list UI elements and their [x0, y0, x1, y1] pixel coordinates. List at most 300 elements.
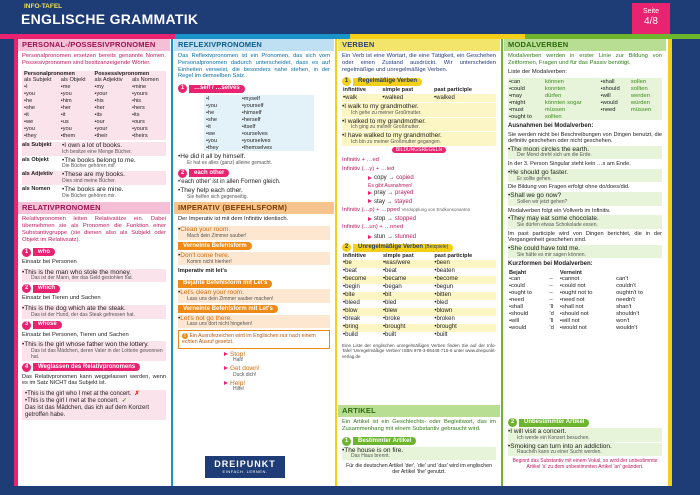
- short-cell: • shall not: [559, 304, 615, 311]
- pronoun-cell: • theirs: [130, 133, 166, 140]
- regular-verb-table: [342, 87, 496, 102]
- rule-stay: stay → stayed: [368, 199, 496, 206]
- relative-items: [18, 248, 170, 361]
- pronoun-example-german: Ich besitze eine Menge Bücher.: [62, 148, 132, 155]
- pronoun-example: [22, 142, 166, 156]
- indefinite-example1-german: Ich werde ein Konzert besuchen.: [517, 434, 590, 441]
- short-cell: can't: [616, 276, 629, 283]
- irregular-cell: • bled: [433, 300, 496, 308]
- pronoun-example-value: [62, 171, 166, 185]
- reflexive-example2: [178, 187, 330, 201]
- irregular-verbs-sub: [342, 243, 496, 252]
- indefinite-note: Beginnt das Substantiv mit einem Vokal, so wird der unbestimmte Artikel 'a' zu dem unbestimmten Artikel 'an' geändert.: [512, 458, 658, 470]
- reflexive-cell: • she: [204, 116, 240, 123]
- pronoun-rows: [22, 84, 166, 140]
- rule-pped: [338, 207, 500, 216]
- relative-omit-german: Das ist das Mädchen, das ich auf dem Konzert getroffen habe.: [25, 405, 150, 419]
- pronoun-cell: • her: [59, 105, 93, 112]
- article-intro: Ein Artikel ist ein Geschlechts- oder Begleitwort, das im Zusammenhang mit einem Substantiv gebraucht wird.: [342, 419, 496, 432]
- modal-cell: • would: [600, 99, 630, 106]
- th-adjective: als Adjektiv: [94, 77, 123, 84]
- imperative-exclamation: [224, 365, 330, 379]
- imperative-exclamation-text: Stop!: [230, 350, 246, 358]
- pronoun-cell: • ours: [130, 119, 166, 126]
- pronoun-cell: • you: [59, 126, 93, 133]
- pronoun-row: [22, 119, 166, 126]
- short-cell: oughtn't to: [616, 290, 643, 297]
- pronoun-row: [22, 105, 166, 112]
- divider-2: [335, 39, 337, 486]
- irregular-cell: • beat: [342, 268, 382, 276]
- irregular-cell: • become: [433, 276, 496, 284]
- relative-omit-label: Weglassen des Relativpronomens: [33, 363, 140, 371]
- pronoun-cell: • it: [59, 112, 93, 119]
- irregular-row: [342, 268, 496, 276]
- imperative-exclamation: [224, 380, 330, 394]
- pronoun-example-text: • The books belong to me.: [62, 157, 136, 164]
- rule-copy-base: copy: [374, 175, 387, 182]
- pronoun-row: [22, 112, 166, 119]
- relative-label: which: [33, 285, 60, 293]
- modal-exception-example-text: He should go faster.: [510, 168, 569, 176]
- exclamation-icon: !: [182, 333, 188, 339]
- reflexive-cell: • herself: [240, 116, 314, 123]
- right-border: [670, 39, 700, 486]
- irregular-verbs-label-note: (Beispiele): [424, 243, 449, 250]
- definite-article-example: [342, 447, 496, 461]
- reflexive-cell: • yourself: [240, 102, 314, 109]
- imperative-exclamation-text: Help!: [230, 379, 246, 387]
- modal-cell: • shall: [600, 78, 630, 85]
- rules-label: BILDUNGSREGELN: [392, 147, 446, 153]
- modal-cell: können: [544, 78, 564, 85]
- short-cell: • ought not to: [559, 290, 615, 297]
- rule-stun-base: stun: [374, 234, 386, 241]
- reflexive-row: [204, 130, 314, 137]
- irregular-cell: • bleed: [342, 300, 382, 308]
- modal-cell: • may: [508, 92, 544, 99]
- pronoun-example-key: als Adjektiv: [22, 171, 53, 178]
- short-cell: won't: [616, 318, 630, 325]
- irregular-cell: • bit: [382, 292, 433, 300]
- relative-example: [22, 341, 166, 360]
- modal-row: [508, 92, 662, 99]
- rule-stay-base: stay: [374, 198, 386, 205]
- relative-number: 3: [22, 321, 31, 330]
- irregular-verbs-label-text: Unregelmäßige Verben: [358, 244, 424, 251]
- irregular-cell: • broke: [382, 316, 433, 324]
- modal-row: [508, 113, 662, 120]
- arrow-icon: [368, 191, 372, 195]
- short-cell: • could not: [559, 283, 615, 290]
- irregular-cell: • bite: [342, 292, 382, 300]
- irregular-cell: • beaten: [433, 268, 496, 276]
- pronoun-example-key: als Subjekt: [22, 142, 52, 149]
- short-forms-table: [508, 270, 662, 333]
- reflexive-sub2-number: 2: [178, 169, 187, 178]
- modal-intro: Modalverben werden in erster Linie zur Bildung von Zeitformen, Fragen und für das Passiv benötigt.: [508, 53, 662, 66]
- regular-example: [342, 132, 496, 146]
- pronoun-row: [22, 84, 166, 91]
- rule-pped-text: Infinitiv (…p) + …pped: [342, 206, 400, 213]
- irregular-row: [342, 292, 496, 300]
- imperative-example2: [178, 252, 330, 266]
- rule-ied: Infinitiv (…y) + …ied: [342, 165, 395, 172]
- regular-verbs-label: Regelmäßige Verben: [353, 78, 422, 86]
- modal-exception-example-text: They may eat some chocolate.: [510, 215, 599, 223]
- section-title-relative: RELATIVPRONOMEN: [18, 202, 170, 214]
- short-cell: shouldn't: [616, 311, 640, 318]
- reflexive-row: [204, 102, 314, 109]
- modal-cell: würden: [630, 99, 650, 106]
- th-personal: Personalpronomen: [24, 70, 75, 77]
- header-kicker: INFO-TAFEL: [24, 3, 63, 10]
- short-cell: • will not: [559, 318, 615, 325]
- pronoun-cell: • yours: [130, 91, 166, 98]
- imperative-example3-text: Let's clean your room.: [180, 289, 245, 297]
- rule-pray-base: pray: [374, 190, 386, 197]
- pronoun-cell: • its: [130, 112, 166, 119]
- short-cell: • would: [508, 325, 549, 332]
- pronoun-example-german: Die Bücher gehören mir.: [62, 163, 116, 170]
- pronoun-row: [22, 98, 166, 105]
- relative-example-german: Das ist der Mann, der das Geld gestohlen hat.: [31, 275, 134, 282]
- pronoun-example: [22, 171, 166, 185]
- pronoun-cell: • my: [93, 84, 130, 91]
- rule-stop-base: stop: [374, 216, 386, 223]
- modal-exception-text: Sie werden nicht bei Beschreibungen von Dingen benutzt, die definitiv geschehen oder nicht geschehen.: [508, 131, 662, 145]
- modal-exception-example-text: She could have told me.: [510, 244, 581, 252]
- pronoun-cell: • its: [93, 112, 130, 119]
- reflexive-cell: • he: [204, 109, 240, 116]
- section-title-article: ARTIKEL: [338, 405, 500, 417]
- pronoun-cell: • your: [93, 126, 130, 133]
- irregular-cell: • became: [382, 276, 433, 284]
- short-forms-label: Kurzformen bei Modalverben:: [508, 261, 593, 268]
- section-title-personal: PERSONAL-/POSSESIVPRONOMEN: [18, 39, 170, 51]
- irregular-row: [342, 276, 496, 284]
- irregular-cell: • built: [382, 332, 433, 340]
- imperative-note-text: Ein Ausrufezeichen wird im Englischen nur nach einem echten Ausruf gesetzt.: [182, 333, 316, 346]
- rule-exception: Es gibt Ausnahmen!: [368, 182, 413, 189]
- relative-sub: [22, 284, 166, 293]
- imperative-example1-german: Mach dein Zimmer sauber!: [187, 232, 247, 239]
- modal-exception-example: [508, 215, 662, 229]
- irregular-row: [342, 300, 496, 308]
- irregular-cell: • begin: [342, 284, 382, 292]
- imperative-example4-text: Let's not go there.: [180, 314, 233, 322]
- reg-simple-past: • walked: [381, 94, 433, 102]
- imperative-example1: [178, 226, 330, 240]
- th-object: als Objekt: [60, 77, 86, 84]
- regular-example-german: Ich gehe zu meiner Großmutter.: [351, 109, 422, 116]
- modal-exception-example-german: Der Mond dreht sich um die Erde.: [517, 152, 592, 159]
- reflexive-example2-german: Sie helfen sich gegenseitig.: [187, 193, 248, 200]
- pronoun-cell: • his: [93, 98, 130, 105]
- rule-stun: stun → stunned: [368, 234, 496, 241]
- pronoun-cell: • mine: [130, 84, 166, 91]
- modal-row: [508, 85, 662, 92]
- rule-pray: pray → prayed: [368, 190, 496, 197]
- regular-example-text: I walked to my grandmother.: [344, 117, 426, 125]
- irregular-row: [342, 332, 496, 340]
- irregular-cell: • bled: [382, 300, 433, 308]
- pronoun-cell: • you: [22, 126, 59, 133]
- pronoun-cell: • me: [59, 84, 93, 91]
- modal-exceptions-label: Ausnahmen bei Modalverben:: [508, 123, 594, 130]
- definite-article-number: 1: [342, 437, 351, 446]
- imperative-sub1-label: Verneinte Befehlsform: [178, 242, 252, 250]
- indefinite-example2-german: Rauchen kann zu einer Sucht werden.: [517, 449, 602, 456]
- modal-exception-example-german: Sie hätte es mir sagen können.: [517, 251, 586, 258]
- modal-exception-text: Die Bildung von Fragen erfolgt ohne do/does/did.: [508, 184, 630, 191]
- short-head-affirmative: Bejaht: [509, 269, 527, 276]
- short-cell: 'll: [549, 318, 554, 325]
- irregular-cell: • blown: [433, 308, 496, 316]
- logo-text: DREIPUNKT: [214, 459, 276, 470]
- irregular-cell: • broken: [433, 316, 496, 324]
- pronoun-example-text: • These are my books.: [62, 171, 125, 178]
- reflexive-cell: • myself: [240, 95, 314, 102]
- reflexive-sub1: [178, 84, 330, 93]
- pronoun-cell: • it: [22, 112, 59, 119]
- reflexive-sub2-text: • 'each other' ist in allen Formen gleich.: [178, 179, 330, 186]
- rule-copy-result: copied: [396, 175, 414, 182]
- header-bar: [0, 0, 700, 34]
- pronoun-example-key: als Nomen: [22, 185, 51, 192]
- reflexive-cell: • we: [204, 130, 240, 137]
- reflexive-example1-text: He did it all by himself.: [180, 153, 246, 161]
- rule-nned: Infinitiv (…un) + …nned: [342, 224, 404, 231]
- th-possessive: Possessivpronomen: [94, 70, 150, 77]
- imperative-sub3-label: Verneinte Befehlsform mit Let's: [178, 305, 278, 313]
- irregular-cell: • built: [433, 332, 496, 340]
- pronoun-cell: • his: [130, 98, 166, 105]
- modal-list-rows: [508, 78, 662, 120]
- modal-cell: • can: [508, 78, 544, 85]
- irregular-cell: • beat: [382, 268, 433, 276]
- reflexive-cell: • you: [204, 102, 240, 109]
- relative-example-text: This is the girl whose father won the lottery.: [24, 341, 149, 349]
- reflexive-example2-text: They help each other.: [180, 186, 243, 194]
- imperative-lets-heading: Imperativ mit let's: [178, 268, 228, 275]
- logo-tagline: EINFACH. LERNEN.: [222, 468, 268, 474]
- short-cell: • ought to: [508, 290, 549, 297]
- short-cell: • would not: [559, 325, 615, 332]
- irregular-cell: • began: [382, 284, 433, 292]
- pronoun-example-value: [62, 157, 166, 171]
- imperative-sub3: [178, 305, 330, 314]
- pronoun-example: [22, 186, 166, 200]
- pronoun-row: [22, 91, 166, 98]
- pronoun-cell: • we: [22, 119, 59, 126]
- column-indefinite: [504, 416, 666, 486]
- reflexive-cell: • himself: [240, 109, 314, 116]
- arrow-icon: [224, 366, 228, 370]
- short-cell: –: [549, 290, 553, 297]
- rule-ed: Infinitiv + …ed: [342, 156, 379, 163]
- modal-exception-example: [508, 169, 662, 183]
- short-row: [508, 318, 662, 325]
- pronoun-cell: • they: [22, 133, 59, 140]
- reflexive-cell: • yourselves: [240, 137, 314, 144]
- irregular-verbs-label: [353, 244, 453, 252]
- column-reflexive-imperative: [174, 39, 334, 486]
- indefinite-example1-text: I will visit a concert.: [510, 428, 567, 435]
- reflexive-cell: • themselves: [240, 144, 314, 151]
- irr-col-past-participle: past participle: [434, 253, 473, 260]
- modal-cell: • could: [508, 85, 544, 92]
- pronoun-example-value: [62, 142, 166, 156]
- modal-exceptions: [504, 131, 666, 259]
- modal-cell: • need: [600, 106, 630, 113]
- irregular-verb-rows: [342, 260, 496, 340]
- relative-omit-examples: [22, 390, 166, 420]
- short-head-negative: Verneint: [559, 269, 582, 276]
- short-cell: • could: [508, 283, 549, 290]
- pronoun-example-text: • The books are mine.: [62, 186, 124, 193]
- modal-list-table: [508, 78, 662, 120]
- section-title-verbs: VERBEN: [338, 39, 500, 51]
- irregular-cell: • build: [342, 332, 382, 340]
- indefinite-article-sub: [508, 418, 662, 427]
- relative-desc: Einsatz bei Tieren und Sachen: [22, 295, 101, 302]
- pronoun-cell: • yours: [130, 126, 166, 133]
- rule-stop: stop → stopped: [368, 216, 496, 223]
- modal-cell: • will: [600, 92, 630, 99]
- irregular-row: [342, 308, 496, 316]
- irregular-cell: • begun: [433, 284, 496, 292]
- divider-3: [501, 39, 503, 486]
- right-accent: [668, 39, 672, 486]
- pronoun-cell: • our: [93, 119, 130, 126]
- section-title-reflexive: REFLEXIVPRONOMEN: [174, 39, 334, 51]
- modal-cell: müssen: [544, 106, 566, 113]
- pronoun-cell: • us: [59, 119, 93, 126]
- pronoun-cell: • hers: [130, 105, 166, 112]
- irregular-cell: • break: [342, 316, 382, 324]
- irregular-cell: • bitten: [433, 292, 496, 300]
- regular-example: [342, 103, 496, 117]
- rule-stay-result: stayed: [394, 198, 413, 205]
- pronoun-example-value: [62, 186, 166, 200]
- verbs-intro: Ein Verb ist eine Wortart, die eine Tätigkeit, ein Geschehen oder einen Zustand ausdrückt. Wir unterscheiden regelmäßige und unregelmäßige Verben.: [342, 53, 496, 73]
- rules-label-wrap: [338, 147, 500, 154]
- regular-example: [342, 118, 496, 132]
- reflexive-sub2: [178, 169, 330, 178]
- imperative-sub2: [178, 279, 330, 288]
- irregular-cell: • become: [342, 276, 382, 284]
- modal-exception-example-text: Shall we go now?: [510, 192, 562, 200]
- reg-past-participle: • walked: [433, 94, 496, 102]
- relative-label: whose: [33, 321, 62, 329]
- reflexive-row: [204, 123, 314, 130]
- column-pronouns: [18, 39, 170, 486]
- pronoun-cell: • her: [93, 105, 130, 112]
- reflexive-sub2-label: each other: [189, 169, 229, 177]
- reflexive-example1-german: Er hat es alles (ganz) alleine gemacht.: [187, 159, 273, 166]
- pronoun-example-german: Die Bücher gehören mir.: [62, 192, 116, 199]
- indefinite-article-label: Unbestimmter Artikel: [519, 419, 589, 427]
- short-row: [508, 297, 662, 304]
- arrow-icon: [224, 381, 228, 385]
- relative-omit-example: [25, 398, 163, 405]
- relative-number: 1: [22, 248, 31, 257]
- indefinite-example2: [508, 443, 662, 457]
- pronoun-row: [22, 133, 166, 140]
- divider-1: [171, 39, 173, 486]
- reflexive-cell: • ourselves: [240, 130, 314, 137]
- regular-example-german: Ich ging zu meiner Großmutter.: [351, 124, 420, 131]
- regular-verbs-sub: [342, 77, 496, 86]
- irregular-cell: • blow: [342, 308, 382, 316]
- irregular-verbs-number: 2: [342, 243, 351, 252]
- imperative-example2-text: Don't come here.: [180, 251, 230, 259]
- regular-example-text: I have walked to my grandmother.: [344, 132, 442, 140]
- pronoun-cell: • she: [22, 105, 59, 112]
- short-cell: • need not: [559, 297, 615, 304]
- relative-number: 2: [22, 284, 31, 293]
- definite-article-example-text: The house is on fire.: [344, 446, 404, 454]
- reflexive-rows: [204, 95, 314, 151]
- relative-example-german: Das ist der Hund, der das Steak gefressen hat.: [31, 311, 135, 318]
- definite-article-note: Für die deutschen Artikel 'der', 'die' und 'das' wird im englischen der Artikel 'the' genutzt.: [346, 463, 492, 476]
- short-cell: –: [549, 276, 553, 283]
- relative-intro: Relativpronomen leiten Relativsätze ein. Dabei übernehmen sie als Pronomen die Funktion einer Substantivgruppe (sie dienen also als Subjekt oder Objekt im Relativsatz).: [22, 216, 166, 243]
- modal-cell: [630, 113, 662, 120]
- regular-example-text: I walk to my grandmother.: [344, 103, 419, 111]
- irregular-row: [342, 316, 496, 324]
- short-cell: 'll: [549, 304, 554, 311]
- page-title: ENGLISCHE GRAMMATIK: [21, 11, 199, 27]
- short-cell: needn't: [616, 297, 635, 304]
- relative-omit-heading: [22, 363, 166, 372]
- definite-article-sub: [342, 437, 496, 446]
- pronoun-cell: • him: [59, 98, 93, 105]
- imperative-example4-german: Lass uns dort nicht hingehen!: [187, 321, 253, 328]
- imperative-exclamation-german: Halt!: [233, 357, 244, 364]
- short-cell: 'd: [549, 325, 554, 332]
- relative-omit-example: [25, 391, 163, 398]
- reflexive-cell: • itself: [240, 123, 314, 130]
- short-cell: • shall: [508, 304, 549, 311]
- irregular-note: Eine Liste der englischen unregelmäßigen Verben finden Sie auf der Info-Tafel 'Unregelmäßige Verben' ISBN 978-3-86448-715-6 unter www.dreipunkt-verlag.de: [342, 342, 496, 359]
- arrow-icon: [368, 199, 372, 203]
- modal-cell: werden: [630, 92, 650, 99]
- reflexive-row: [204, 137, 314, 144]
- short-cell: • cannot: [559, 276, 615, 283]
- reflexive-cell: • you: [204, 137, 240, 144]
- relative-example: [22, 305, 166, 319]
- imperative-intro: Der Imperativ ist mit dem Infinitiv identisch.: [178, 216, 289, 223]
- indefinite-article-number: 2: [508, 418, 517, 427]
- page-label: Seite: [643, 8, 659, 15]
- imperative-example1-text: Clean your room.: [180, 226, 231, 234]
- col-past-participle: past participle: [434, 87, 472, 94]
- short-row: [508, 311, 662, 318]
- reflexive-cell: • I: [204, 95, 240, 102]
- reflexive-cell: • they: [204, 144, 240, 151]
- short-cell: • need: [508, 297, 549, 304]
- relative-sub: [22, 321, 166, 330]
- modal-exception-text: Modalverben folgt ein Vollverb im Infinitiv.: [508, 207, 611, 214]
- short-cell: • can: [508, 276, 549, 283]
- rule-stun-result: stunned: [394, 234, 417, 241]
- pronoun-table: [22, 71, 166, 141]
- arrow-icon: [368, 235, 372, 239]
- imperative-exclamation: [224, 351, 330, 365]
- imperative-exclamation-german: Duck dich!: [233, 371, 257, 378]
